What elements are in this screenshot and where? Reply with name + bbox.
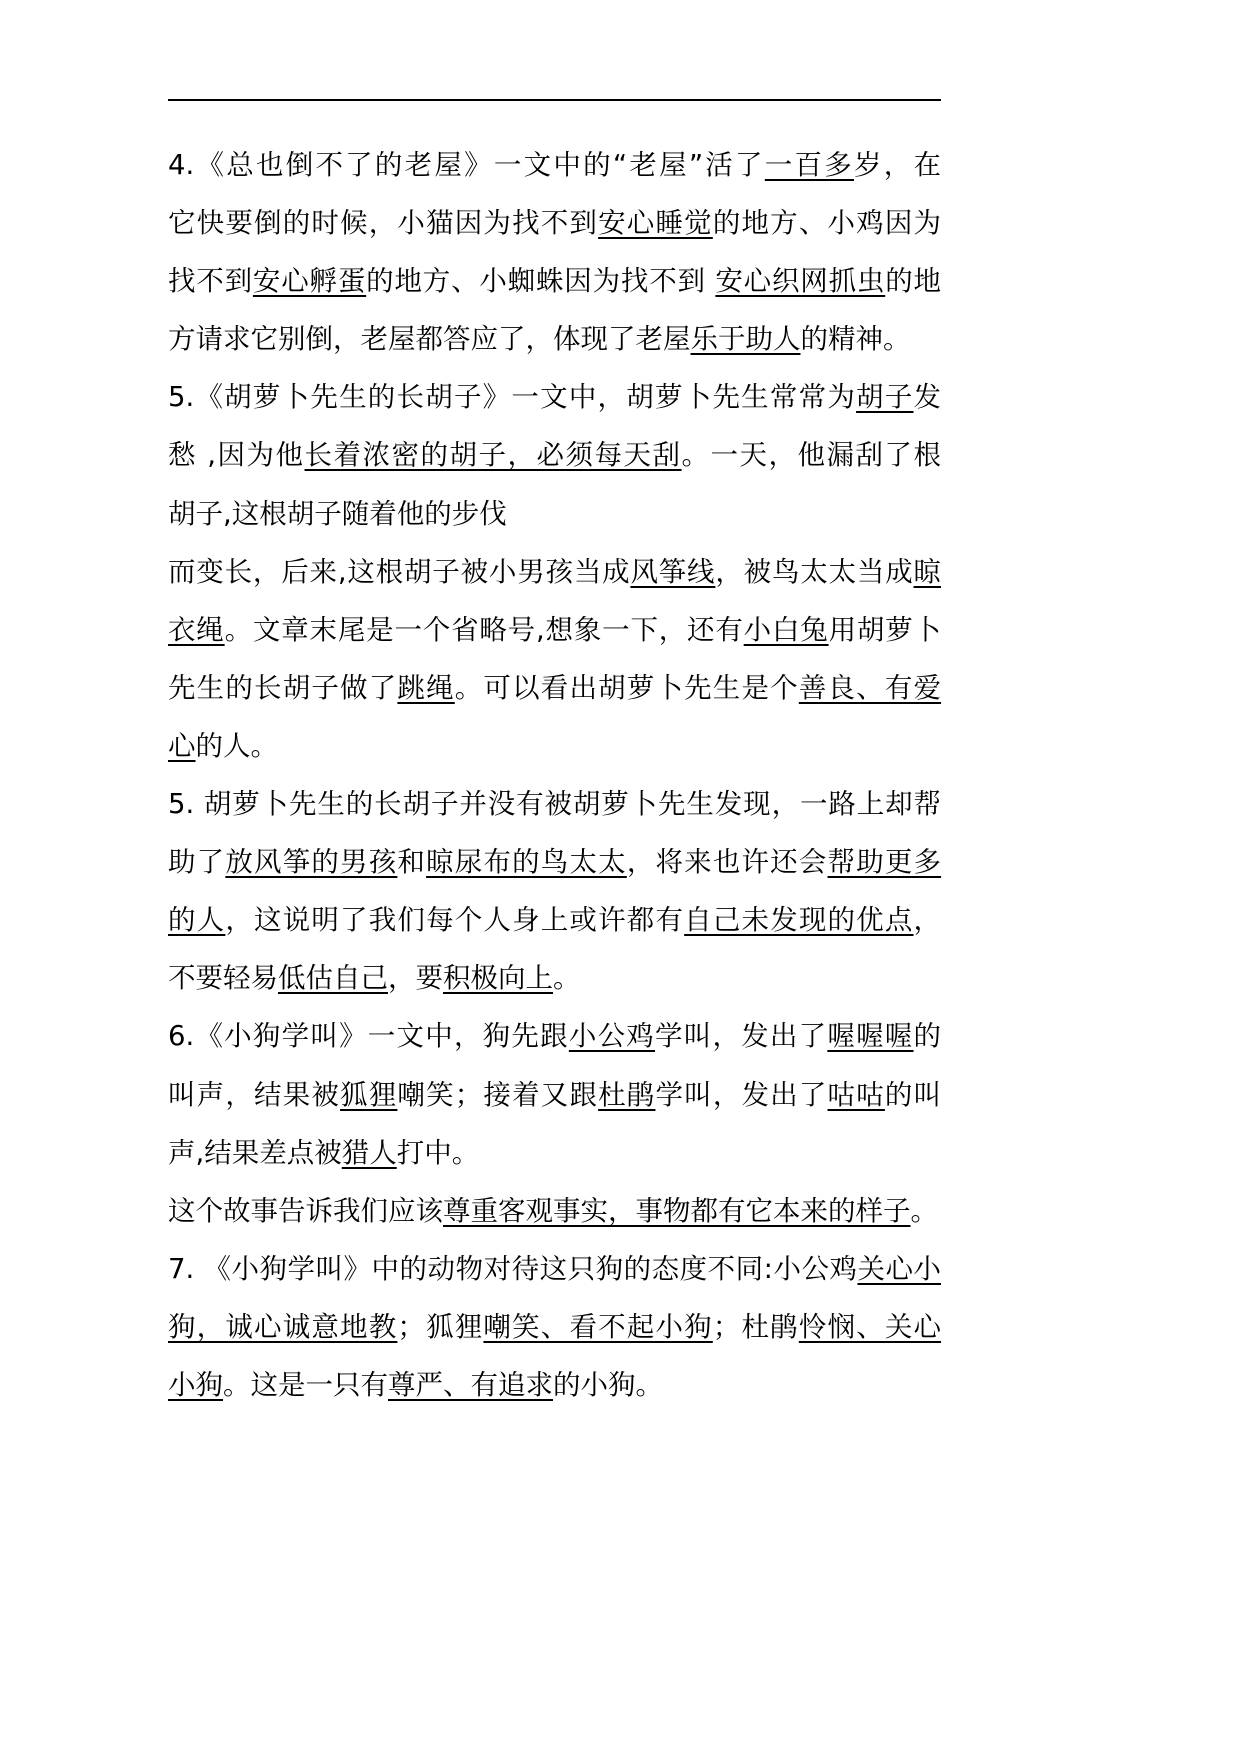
answer-blank: 小狗	[168, 1368, 223, 1401]
answer-blank: 喔喔喔	[827, 1020, 914, 1053]
text-segment: 发	[913, 381, 941, 414]
text-line	[168, 1356, 941, 1414]
answer-blank: 狗，诚心诚意地教	[168, 1310, 398, 1343]
answer-blank: 小白兔	[743, 613, 829, 646]
answer-blank: 风筝线	[630, 555, 716, 588]
text-line	[168, 1124, 941, 1182]
text-segment: ，将来也许还会	[626, 846, 828, 879]
text-segment: ，	[913, 904, 942, 937]
text-segment: 。这是一只有	[223, 1368, 388, 1401]
text-line	[168, 833, 941, 891]
text-line	[168, 601, 941, 659]
answer-blank: 晾尿布的鸟太太	[426, 846, 627, 879]
text-line	[168, 1298, 941, 1356]
answer-blank: 安心孵蛋	[252, 265, 367, 298]
answer-blank: 衣绳	[168, 613, 225, 646]
text-line	[168, 1007, 941, 1065]
answer-blank: 小公鸡	[568, 1020, 656, 1053]
text-segment: 的人。	[195, 729, 278, 762]
answer-blank: 胡子	[856, 381, 914, 414]
text-segment: 先生的长胡子做了	[168, 671, 398, 704]
text-segment: 4.《总也倒不了的老屋》一文中的“老屋”活了	[168, 149, 765, 181]
answer-blank: 安心睡觉	[598, 207, 713, 240]
text-line	[168, 136, 941, 194]
text-line	[168, 310, 941, 368]
answer-blank: 关心小	[857, 1252, 942, 1285]
text-segment: 的小狗。	[553, 1368, 663, 1401]
text-segment: 的地方、小蜘蛛因为找不到	[366, 265, 716, 298]
answer-blank: 跳绳	[397, 671, 455, 704]
text-segment: 的叫	[884, 1078, 942, 1111]
answer-blank: 善良、有爱	[798, 671, 942, 704]
text-segment: 7. 《小狗学叫》中的动物对待这只狗的态度不同:小公鸡	[168, 1252, 858, 1285]
text-segment: 。文章末尾是一个省略号,想象一下，还有	[224, 613, 744, 646]
answer-blank: 尊重客观事实，事物都有它本来的样子	[443, 1194, 911, 1227]
text-segment: 学叫，发出了	[655, 1078, 828, 1111]
answer-blank: 自己未发现的优点	[684, 904, 914, 937]
answer-blank: 怜悯、关心	[798, 1310, 942, 1343]
answer-blank: 尊严、有追求	[388, 1368, 553, 1401]
text-segment: 的	[913, 1020, 942, 1053]
text-line	[168, 543, 941, 601]
text-segment: 的地方、小鸡因为	[712, 207, 942, 240]
text-segment: 嘲笑；接着又跟	[397, 1078, 599, 1111]
text-line	[168, 891, 941, 949]
answer-blank: 积极向上	[443, 962, 553, 995]
answer-blank: 猎人	[341, 1136, 397, 1169]
text-segment: ；狐狸	[397, 1310, 484, 1343]
answer-blank: 咕咕	[827, 1078, 885, 1111]
text-segment: 5. 胡萝卜先生的长胡子并没有被胡萝卜先生发现，一路上却帮	[168, 788, 941, 821]
text-segment: 和	[397, 846, 427, 879]
text-segment: 5.《胡萝卜先生的长胡子》一文中，胡萝卜先生常常为	[168, 381, 857, 414]
text-segment: 。	[910, 1194, 938, 1227]
text-line	[168, 659, 941, 717]
text-segment: 找不到	[168, 265, 253, 298]
header-rule	[168, 99, 941, 101]
text-line	[168, 1182, 941, 1240]
answer-blank: 心	[168, 729, 196, 762]
text-segment: ；杜鹃	[712, 1310, 799, 1343]
text-segment: 不要轻易	[168, 962, 278, 995]
text-segment: 。可以看出胡萝卜先生是个	[454, 671, 799, 704]
text-line	[168, 717, 941, 775]
text-segment: 愁 ,因为他	[168, 439, 305, 472]
text-segment: 岁，在	[854, 149, 942, 181]
text-line	[168, 252, 941, 310]
text-segment: 这个故事告诉我们应该	[168, 1194, 443, 1227]
answer-blank: 放风筝的男孩	[225, 846, 398, 879]
answer-blank: 低估自己	[278, 962, 388, 995]
text-line	[168, 775, 941, 833]
text-segment: 声,结果差点被	[168, 1136, 342, 1169]
text-segment: 6.《小狗学叫》一文中，狗先跟	[168, 1020, 569, 1053]
text-segment: 它快要倒的时候，小猫因为找不到	[168, 207, 599, 240]
text-segment: 而变长，后来,这根胡子被小男孩当成	[168, 555, 631, 588]
text-segment: 助了	[168, 846, 226, 879]
text-line	[168, 949, 941, 1007]
text-line	[168, 368, 941, 426]
answer-blank: 安心织网抓虫	[715, 265, 886, 298]
answer-blank: 乐于助人	[690, 323, 801, 356]
text-segment: 。一天，他漏刮了根	[681, 439, 942, 472]
document-body	[168, 136, 941, 1414]
text-segment: 打中。	[396, 1136, 480, 1169]
text-segment: 学叫，发出了	[655, 1020, 828, 1053]
answer-blank: 狐狸	[340, 1078, 398, 1111]
text-line	[168, 485, 941, 543]
text-segment: ，这说明了我们每个人身上或许都有	[225, 904, 685, 937]
text-segment: ，被鸟太太当成	[715, 555, 914, 588]
text-segment: ，要	[388, 962, 443, 995]
text-line	[168, 194, 941, 252]
answer-blank: 的人	[168, 904, 226, 937]
answer-blank: 晾	[913, 555, 941, 588]
answer-blank: 长着浓密的胡子，必须每天刮	[304, 439, 682, 472]
text-line	[168, 426, 941, 484]
answer-blank: 杜鹃	[598, 1078, 656, 1111]
text-segment: 方请求它别倒，老屋都答应了，体现了老屋	[168, 323, 691, 356]
text-segment: 的精神。	[800, 323, 911, 356]
answer-blank: 嘲笑、看不起小狗	[483, 1310, 713, 1343]
text-segment: 。	[553, 962, 581, 995]
answer-blank: 一百多	[764, 149, 855, 181]
text-line	[168, 1240, 941, 1298]
text-segment: 的地	[885, 265, 942, 298]
text-segment: 胡子,这根胡子随着他的步伐	[168, 497, 507, 530]
text-segment: 用胡萝卜	[828, 613, 942, 646]
text-segment: 叫声，结果被	[168, 1078, 341, 1111]
answer-blank: 帮助更多	[827, 846, 942, 879]
text-line	[168, 1066, 941, 1124]
